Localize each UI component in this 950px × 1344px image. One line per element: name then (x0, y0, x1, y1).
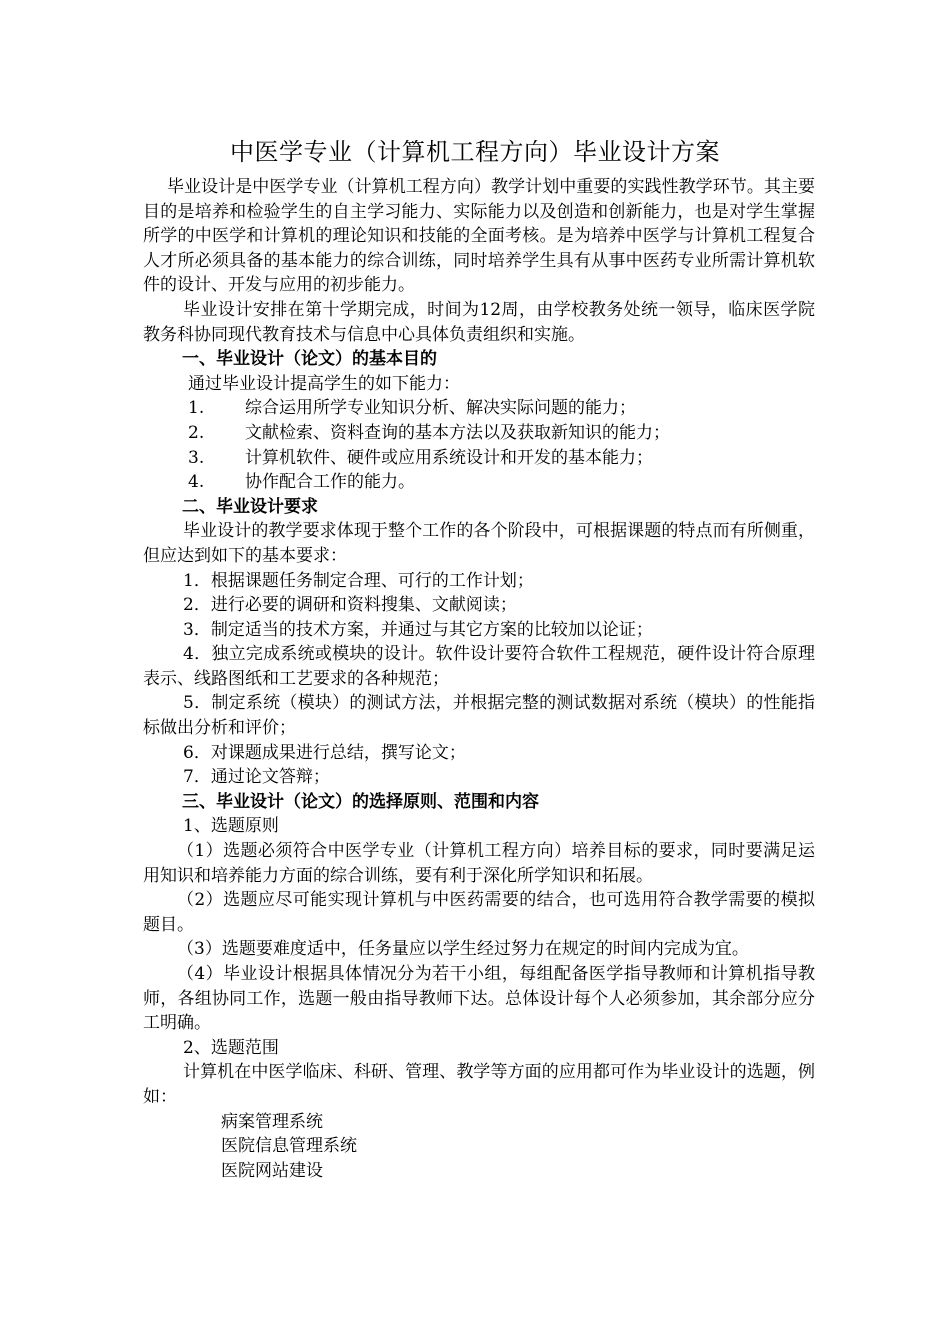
section-heading: 三、毕业设计（论文）的选择原则、范围和内容 (182, 791, 539, 812)
section-lead: 通过毕业设计提高学生的如下能力： (188, 373, 460, 394)
list-item (143, 396, 815, 421)
subsection-heading: 1、选题原则 (183, 816, 279, 837)
intro-paragraph: 毕业设计安排在第十学期完成，时间为12周，由学校教务处统一领导，临床医学院教务科协同现代教育技术与信息中心具体负责组织和实施。 (143, 299, 815, 345)
requirement-item: 4．独立完成系统或模块的设计。软件设计要符合软件工程规范，硬件设计符合原理表示、线路图纸和工艺要求的各种规范； (143, 644, 815, 689)
example-item: 医院网站建设 (221, 1160, 323, 1181)
principle-item: （3）选题要难度适中，任务量应以学生经过努力在规定的时间内完成为宜。 (177, 939, 749, 960)
requirement-item: 3．制定适当的技术方案，并通过与其它方案的比较加以论证； (183, 619, 653, 640)
requirement-item: 7．通过论文答辩； (183, 767, 330, 788)
list-item-number: 1. (188, 398, 205, 419)
example-item: 病案管理系统 (221, 1111, 323, 1132)
document-title: 中医学专业（计算机工程方向）毕业设计方案 (230, 138, 720, 166)
section-lead: 毕业设计的教学要求体现于整个工作的各个阶段中，可根据课题的特点而有所侧重，但应达到如下的基本要求： (143, 521, 815, 566)
principle-item: （4）毕业设计根据具体情况分为若干小组，每组配备医学指导教师和计算机指导教师，各组协同工作，选题一般由指导教师下达。总体设计每个人必须参加，其余部分应分工明确。 (143, 964, 815, 1034)
list-item-text: 综合运用所学专业知识分析、解决实际问题的能力； (245, 398, 636, 419)
section-heading: 二、毕业设计要求 (182, 496, 318, 517)
section-heading: 一、毕业设计（论文）的基本目的 (182, 349, 437, 370)
requirement-item: 6．对课题成果进行总结，撰写论文； (183, 742, 466, 763)
scope-lead: 计算机在中医学临床、科研、管理、教学等方面的应用都可作为毕业设计的选题，例如： (143, 1062, 815, 1107)
subsection-heading: 2、选题范围 (183, 1037, 279, 1058)
list-item-text: 计算机软件、硬件或应用系统设计和开发的基本能力； (245, 447, 653, 468)
principle-item: （1）选题必须符合中医学专业（计算机工程方向）培养目标的要求，同时要满足运用知识和培养能力方面的综合训练，要有利于深化所学知识和拓展。 (143, 841, 815, 886)
requirement-item: 5．制定系统（模块）的测试方法，并根据完整的测试数据对系统（模块）的性能指标做出分析和评价； (143, 693, 815, 739)
list-item (143, 446, 815, 471)
list-item-text: 协作配合工作的能力。 (245, 472, 415, 493)
list-item-number: 4. (188, 472, 205, 493)
requirement-item: 1．根据课题任务制定合理、可行的工作计划； (183, 570, 534, 591)
list-item (143, 470, 815, 495)
intro-paragraph: 毕业设计是中医学专业（计算机工程方向）教学计划中重要的实践性教学环节。其主要目的是培养和检验学生的自主学习能力、实际能力以及创造和创新能力，也是对学生掌握所学的中医学和计算机的理论知识和技能的全面考核。是为培养中医学与计算机工程复合人才所必须具备的基本能力的综合训练，同时培养学生具有从事中医药专业所需计算机软件的设计、开发与应用的初步能力。 (143, 177, 815, 296)
list-item-number: 3. (188, 447, 205, 468)
requirement-item: 2．进行必要的调研和资料搜集、文献阅读； (183, 595, 517, 616)
principle-item: （2）选题应尽可能实现计算机与中医药需要的结合，也可选用符合教学需要的模拟题目。 (143, 890, 815, 935)
example-item: 医院信息管理系统 (221, 1136, 357, 1157)
list-item-number: 2. (188, 422, 205, 443)
list-item-text: 文献检索、资料查询的基本方法以及获取新知识的能力； (245, 422, 670, 443)
document-body (143, 175, 815, 1183)
list-item (143, 421, 815, 446)
